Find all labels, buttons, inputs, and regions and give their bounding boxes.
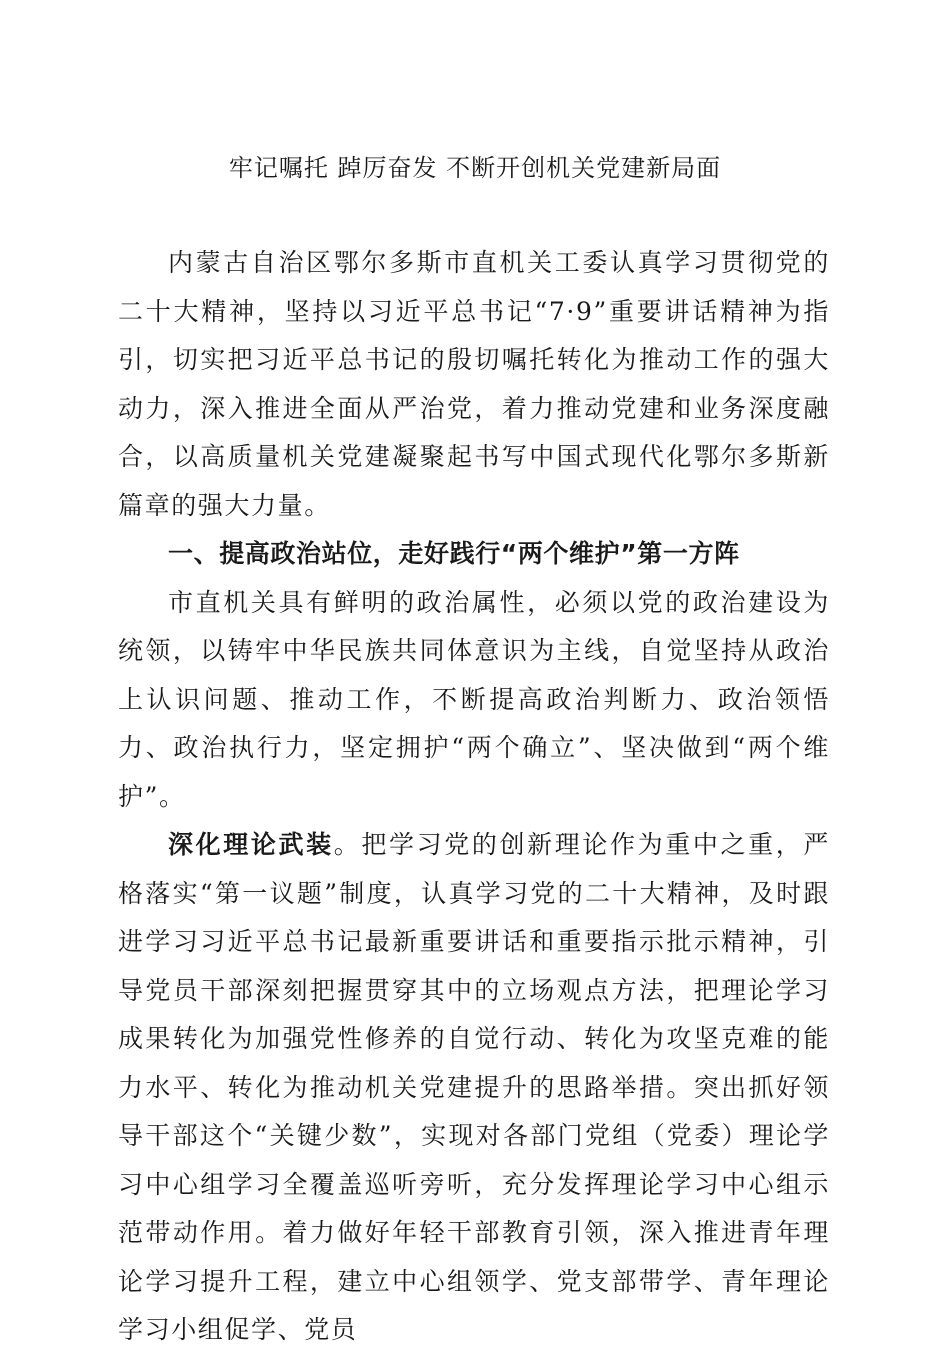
- section-paragraph: 市直机关具有鲜明的政治属性，必须以党的政治建设为统领，以铸牢中华民族共同体意识为主线，自觉坚持从政治上认识问题、推动工作，不断提高政治判断力、政治领悟力、政治执行力，坚定拥护“两个确立”、坚决做到“两个维护”。: [118, 587, 830, 811]
- paragraph-lead: 深化理论武装: [168, 830, 334, 859]
- section-heading: 一、提高政治站位，走好践行“两个维护”第一方阵: [168, 539, 740, 568]
- document-title: 牢记嘱托 踔厉奋发 不断开创机关党建新局面: [228, 154, 722, 182]
- document-body: [118, 239, 830, 1355]
- theory-paragraph: [118, 821, 830, 1355]
- paragraph-text: 。把学习党的创新理论作为重中之重，严格落实“第一议题”制度，认真学习党的二十大精神，及时跟进学习习近平总书记最新重要讲话和重要指示批示精神，引导党员干部深刻把握贯穿其中的立场观点方法，把理论学习成果转化为加强党性修养的自觉行动、转化为攻坚克难的能力水平、转化为推动机关党建提升的思路举措。突出抓好领导干部这个“关键少数”，实现对各部门党组（党委）理论学习中心组学习全覆盖巡听旁听，充分发挥理论学习中心组示范带动作用。着力做好年轻干部教育引领，深入推进青年理论学习提升工程，建立中心组领学、党支部带学、青年理论学习小组促学、党员: [118, 830, 830, 1344]
- intro-paragraph: 内蒙古自治区鄂尔多斯市直机关工委认真学习贯彻党的二十大精神，坚持以习近平总书记“7·9”重要讲话精神为指引，切实把习近平总书记的殷切嘱托转化为推动工作的强大动力，深入推进全面从严治党，着力推动党建和业务深度融合，以高质量机关党建凝聚起书写中国式现代化鄂尔多斯新篇章的强大力量。: [118, 248, 830, 520]
